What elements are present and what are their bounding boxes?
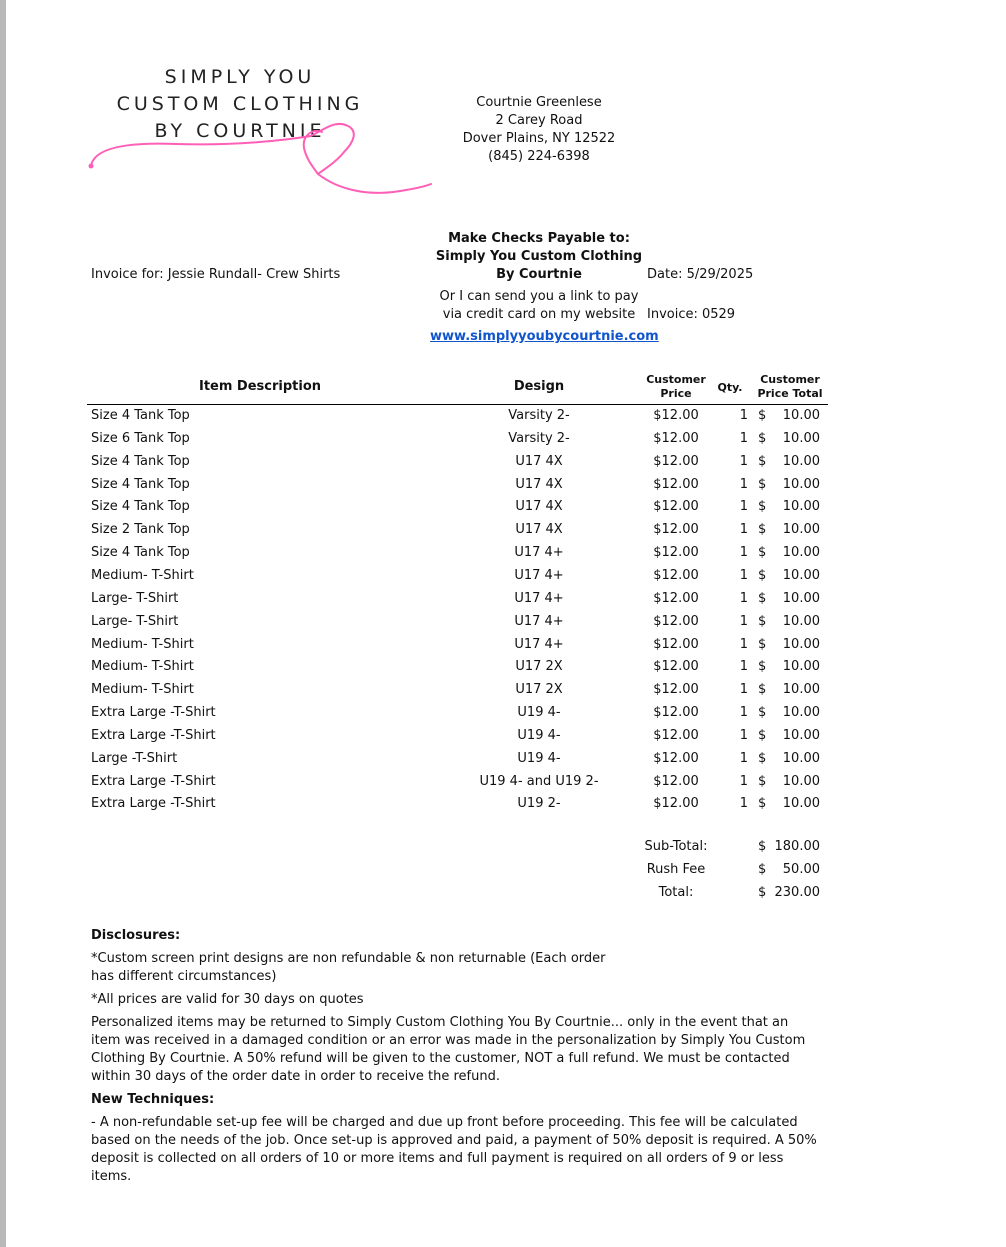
item-total: 10.00 xyxy=(782,590,820,606)
logo-line-3: BY COURTNIE xyxy=(154,120,326,142)
item-currency: $ xyxy=(758,476,767,492)
item-price: $12.00 xyxy=(653,613,699,629)
disclosure-paragraph: Personalized items may be returned to Simply Custom Clothing You By Courtnie... only in the event that an item was received in a damaged condition or an error was made in the personalization by Simply You Custom Clothing By Courtnie. A 50% refund will be given to the customer, NOT a full refund. We must be contacted within 30 days of the order date in order to receive the refund. xyxy=(91,1015,806,1084)
total-currency: $ xyxy=(758,885,767,900)
item-currency: $ xyxy=(758,453,767,469)
item-price: $12.00 xyxy=(653,727,699,743)
table-row xyxy=(0,728,1006,750)
item-currency: $ xyxy=(758,636,767,652)
item-currency: $ xyxy=(758,796,767,812)
item-currency: $ xyxy=(758,522,767,538)
item-price: $12.00 xyxy=(653,499,699,515)
item-description: Medium- T-Shirt xyxy=(91,659,194,675)
header-design: Design xyxy=(513,379,565,394)
table-row xyxy=(0,431,1006,453)
table-row xyxy=(0,522,1006,544)
header-divider xyxy=(87,404,828,405)
item-description: Size 4 Tank Top xyxy=(91,408,190,423)
item-design: U17 4X xyxy=(515,499,563,515)
item-qty: 1 xyxy=(739,750,748,766)
business-address xyxy=(440,94,638,166)
item-price: $12.00 xyxy=(653,796,699,812)
payment-info xyxy=(430,230,659,346)
item-currency: $ xyxy=(758,682,767,698)
table-row xyxy=(0,477,1006,499)
header-customer-price xyxy=(640,373,712,401)
item-price: $12.00 xyxy=(653,522,699,538)
table-row xyxy=(0,545,1006,567)
item-currency: $ xyxy=(758,545,767,561)
item-qty: 1 xyxy=(739,567,748,583)
item-total: 10.00 xyxy=(782,727,820,743)
item-price: $12.00 xyxy=(653,430,699,446)
address-street: 2 Carey Road xyxy=(495,113,583,128)
subtotal-label: Sub-Total: xyxy=(644,839,708,854)
item-qty: 1 xyxy=(739,499,748,515)
table-row xyxy=(0,614,1006,636)
item-total: 10.00 xyxy=(782,545,820,561)
item-description: Large- T-Shirt xyxy=(91,590,179,606)
item-total: 10.00 xyxy=(782,682,820,698)
item-description: Size 6 Tank Top xyxy=(91,430,190,446)
item-qty: 1 xyxy=(739,590,748,606)
invoice-for: Invoice for: Jessie Rundall- Crew Shirts xyxy=(91,267,341,282)
item-total: 10.00 xyxy=(782,430,820,446)
item-design: U17 4X xyxy=(515,522,563,538)
item-description: Size 4 Tank Top xyxy=(91,545,190,561)
invoice-number: Invoice: 0529 xyxy=(647,307,736,322)
item-description: Medium- T-Shirt xyxy=(91,682,194,698)
table-row xyxy=(0,591,1006,613)
heart-swirl-icon xyxy=(86,118,436,200)
item-description: Large -T-Shirt xyxy=(91,750,178,766)
item-qty: 1 xyxy=(739,430,748,446)
item-design: U19 2- xyxy=(517,796,561,812)
rush-fee-currency: $ xyxy=(758,862,767,877)
item-design: U19 4- xyxy=(517,727,561,743)
table-row xyxy=(0,454,1006,476)
table-row xyxy=(0,796,1006,818)
item-total: 10.00 xyxy=(782,796,820,812)
item-design: U19 4- xyxy=(517,750,561,766)
header-price-total-line2: Price Total xyxy=(757,387,823,400)
item-price: $12.00 xyxy=(653,773,699,789)
item-currency: $ xyxy=(758,590,767,606)
payment-payee: Simply You Custom Clothing By Courtnie xyxy=(435,249,643,282)
item-description: Extra Large -T-Shirt xyxy=(91,773,216,789)
table-row xyxy=(0,568,1006,590)
item-qty: 1 xyxy=(739,682,748,698)
subtotal-currency: $ xyxy=(758,839,767,854)
item-design: U17 4X xyxy=(515,453,563,469)
item-design: Varsity 2- xyxy=(508,408,570,423)
item-price: $12.00 xyxy=(653,590,699,606)
new-techniques-heading: New Techniques: xyxy=(91,1092,215,1107)
item-qty: 1 xyxy=(739,613,748,629)
table-row xyxy=(0,774,1006,796)
item-total: 10.00 xyxy=(782,567,820,583)
item-currency: $ xyxy=(758,727,767,743)
item-currency: $ xyxy=(758,567,767,583)
item-price: $12.00 xyxy=(653,476,699,492)
item-currency: $ xyxy=(758,750,767,766)
item-design: U17 4+ xyxy=(514,545,564,561)
item-currency: $ xyxy=(758,408,767,423)
header-price-total-line1: Customer xyxy=(760,373,820,386)
total-value: 230.00 xyxy=(774,885,820,900)
rush-fee-label: Rush Fee xyxy=(646,862,706,877)
address-city: Dover Plains, NY 12522 xyxy=(462,131,616,146)
item-total: 10.00 xyxy=(782,636,820,652)
item-description: Large- T-Shirt xyxy=(91,613,179,629)
item-design: U17 4+ xyxy=(514,636,564,652)
item-qty: 1 xyxy=(739,773,748,789)
item-description: Size 4 Tank Top xyxy=(91,499,190,515)
item-price: $12.00 xyxy=(653,545,699,561)
item-price: $12.00 xyxy=(653,682,699,698)
item-total: 10.00 xyxy=(782,705,820,721)
table-row xyxy=(0,499,1006,521)
item-design: U19 4- and U19 2- xyxy=(479,773,599,789)
item-total: 10.00 xyxy=(782,408,820,423)
item-total: 10.00 xyxy=(782,773,820,789)
item-description: Size 2 Tank Top xyxy=(91,522,190,538)
item-qty: 1 xyxy=(739,476,748,492)
disclosures xyxy=(91,927,819,1186)
item-currency: $ xyxy=(758,659,767,675)
item-design: U17 4X xyxy=(515,476,563,492)
item-design: U17 2X xyxy=(515,659,563,675)
item-design: Varsity 2- xyxy=(508,430,570,446)
item-qty: 1 xyxy=(739,659,748,675)
item-currency: $ xyxy=(758,705,767,721)
item-total: 10.00 xyxy=(782,522,820,538)
table-row xyxy=(0,682,1006,704)
item-qty: 1 xyxy=(739,522,748,538)
item-design: U17 4+ xyxy=(514,590,564,606)
item-description: Size 4 Tank Top xyxy=(91,453,190,469)
address-name: Courtnie Greenlese xyxy=(476,95,602,110)
table-row xyxy=(0,705,1006,727)
item-design: U17 4+ xyxy=(514,613,564,629)
item-qty: 1 xyxy=(739,727,748,743)
disclosures-heading: Disclosures: xyxy=(91,928,181,943)
item-price: $12.00 xyxy=(653,750,699,766)
item-qty: 1 xyxy=(739,705,748,721)
item-description: Medium- T-Shirt xyxy=(91,636,194,652)
invoice-date: Date: 5/29/2025 xyxy=(647,267,754,282)
item-price: $12.00 xyxy=(653,636,699,652)
item-design: U17 4+ xyxy=(514,567,564,583)
subtotal-value: 180.00 xyxy=(774,839,820,854)
item-qty: 1 xyxy=(739,545,748,561)
item-total: 10.00 xyxy=(782,476,820,492)
website-link[interactable]: www.simplyyoubycourtnie.com xyxy=(430,329,659,344)
table-row xyxy=(0,637,1006,659)
item-price: $12.00 xyxy=(653,659,699,675)
item-price: $12.00 xyxy=(653,453,699,469)
header-qty: Qty. xyxy=(717,381,743,394)
item-qty: 1 xyxy=(739,453,748,469)
item-total: 10.00 xyxy=(782,750,820,766)
payment-heading: Make Checks Payable to: xyxy=(448,231,630,246)
item-qty: 1 xyxy=(739,636,748,652)
total-label: Total: xyxy=(658,885,694,900)
item-currency: $ xyxy=(758,430,767,446)
item-qty: 1 xyxy=(739,408,748,423)
item-price: $12.00 xyxy=(653,408,699,423)
disclosure-item: *Custom screen print designs are non refundable & non returnable (Each order has different circumstances) xyxy=(91,951,606,984)
item-design: U17 2X xyxy=(515,682,563,698)
item-currency: $ xyxy=(758,613,767,629)
disclosure-item: *All prices are valid for 30 days on quotes xyxy=(91,992,364,1007)
new-techniques-paragraph: - A non-refundable set-up fee will be charged and due up front before proceeding. This fee will be calculated based on the needs of the job. Once set-up is approved and paid, a payment of 50% deposit is required. A 50% deposit is collected on all orders of 10 or more items and full payment is required on all orders of 9 or less items. xyxy=(91,1115,817,1184)
item-total: 10.00 xyxy=(782,613,820,629)
header-customer-price-line2: Price xyxy=(660,387,692,400)
table-row xyxy=(0,659,1006,681)
item-total: 10.00 xyxy=(782,499,820,515)
item-currency: $ xyxy=(758,773,767,789)
table-row xyxy=(0,408,1006,430)
item-total: 10.00 xyxy=(782,659,820,675)
item-description: Extra Large -T-Shirt xyxy=(91,705,216,721)
logo-line-1: SIMPLY YOU xyxy=(164,66,316,88)
header-item-description: Item Description xyxy=(198,379,322,394)
address-phone: (845) 224-6398 xyxy=(488,149,590,164)
item-design: U19 4- xyxy=(517,705,561,721)
item-total: 10.00 xyxy=(782,453,820,469)
payment-note: Or I can send you a link to pay via credit card on my website xyxy=(439,289,639,322)
item-description: Size 4 Tank Top xyxy=(91,476,190,492)
header-price-total xyxy=(752,373,828,401)
item-price: $12.00 xyxy=(653,705,699,721)
rush-fee-value: 50.00 xyxy=(782,862,820,877)
item-currency: $ xyxy=(758,499,767,515)
header-customer-price-line1: Customer xyxy=(646,373,706,386)
item-description: Extra Large -T-Shirt xyxy=(91,727,216,743)
logo-line-2: CUSTOM CLOTHING xyxy=(116,93,364,115)
item-qty: 1 xyxy=(739,796,748,812)
item-description: Medium- T-Shirt xyxy=(91,567,194,583)
table-row xyxy=(0,751,1006,773)
item-price: $12.00 xyxy=(653,567,699,583)
item-description: Extra Large -T-Shirt xyxy=(91,796,216,812)
